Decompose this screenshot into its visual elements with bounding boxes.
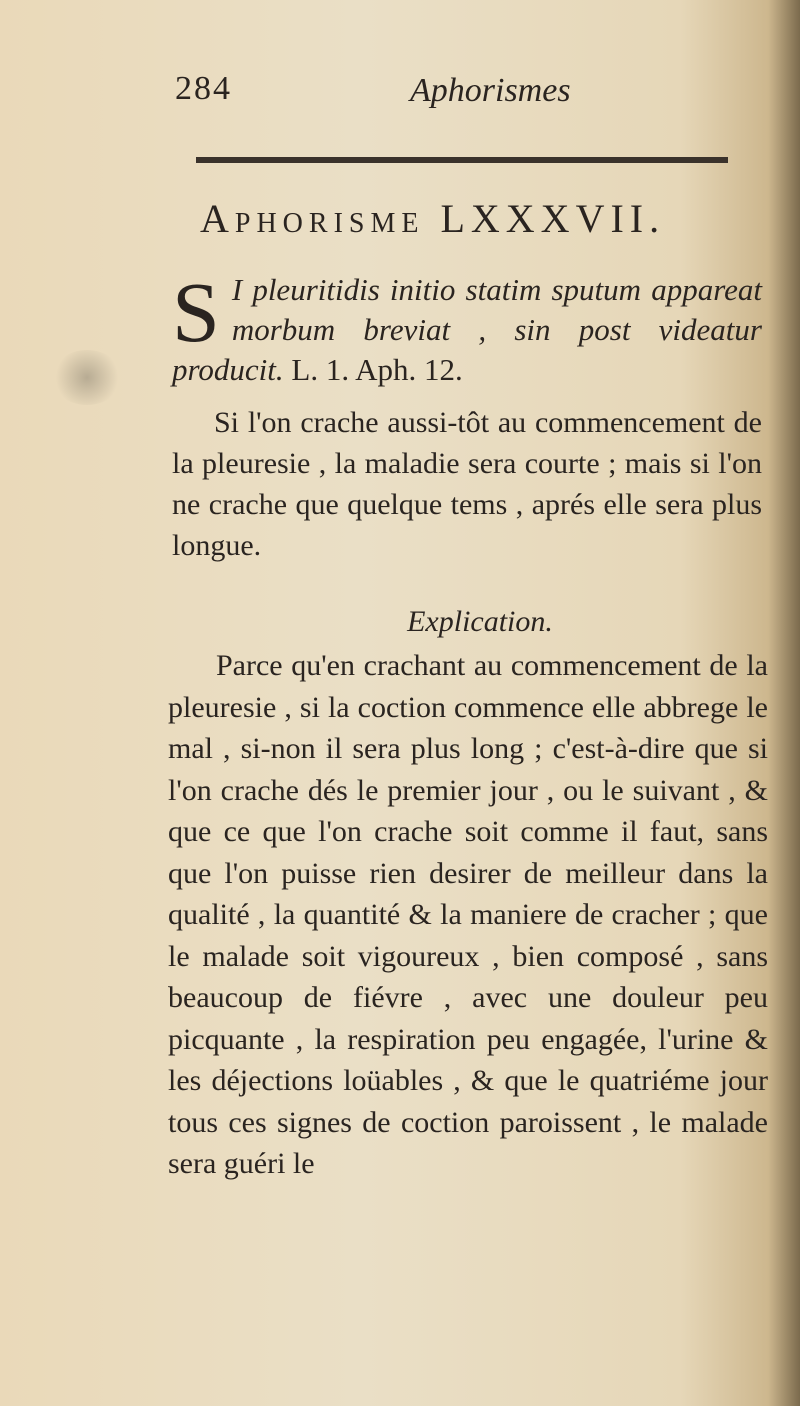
french-translation: Si l'on crache aussi-tôt au commencement de la pleuresie , la maladie sera courte ; mais si l'on ne crache que quelque tems , aprés elle sera plus longue. <box>172 406 762 562</box>
latin-aphorism <box>172 264 762 390</box>
latin-text: I pleuritidis initio statim sputum appareat morbum breviat , sin post videatur producit. <box>172 272 762 387</box>
drop-cap: S <box>172 264 220 360</box>
explication-heading: Explication. <box>407 605 553 638</box>
aphorism-reference: L. 1. Aph. 12. <box>291 352 463 387</box>
page-header <box>0 70 800 120</box>
page-number: 284 <box>175 70 232 107</box>
aphorism-title: Aphorisme LXXXVII. <box>200 196 666 241</box>
explication-text: Parce qu'en crachant au commencement de la pleuresie , si la coction commence elle abbrege le mal , si-non il sera plus long ; c'est-à-dire que si l'on crache dés le premier jour , ou le suivant , & que ce que l'on crache soit comme il faut, sans que l'on puisse rien desirer de meilleur dans la qualité , la quantité & la maniere de cracher ; que le malade soit vigoureux , bien composé , sans beaucoup de fiévre , avec une douleur peu picquante , la respiration peu engagée, l'urine & les déjections loüables , & que le quatriéme jour tous ces signes de coction paroissent , le malade sera guéri le <box>168 649 768 1180</box>
header-rule <box>196 157 728 163</box>
paper-stain <box>52 350 122 405</box>
running-head: Aphorismes <box>410 72 571 109</box>
